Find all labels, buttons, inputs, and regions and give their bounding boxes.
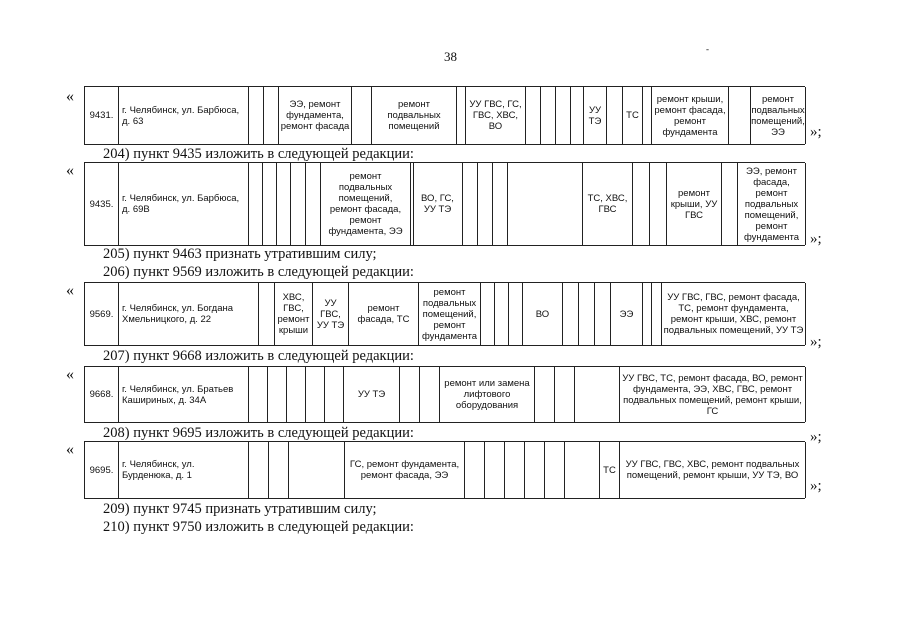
table-9695 bbox=[84, 441, 805, 499]
cell-5: УУ ТЭ bbox=[344, 367, 400, 422]
cell-15: УУ ГВС, ГВС, ремонт фасада, ТС, ремонт фундамента, ремонт крыши, ХВС, ремонт подвальных помещений, УУ ТЭ bbox=[662, 283, 806, 345]
table-9569 bbox=[84, 282, 805, 346]
paragraph-207: 207) пункт 9668 изложить в следующей редакции: bbox=[103, 348, 414, 364]
cell-5 bbox=[457, 87, 466, 144]
cell-6 bbox=[495, 283, 509, 345]
cell-6 bbox=[505, 442, 525, 498]
table-9431 bbox=[84, 86, 805, 145]
cell-0 bbox=[259, 283, 275, 345]
cell-13: ТС bbox=[623, 87, 643, 144]
page-number: 38 bbox=[444, 49, 457, 64]
cell-6 bbox=[400, 367, 420, 422]
cell-11 bbox=[508, 163, 583, 245]
cell-2 bbox=[287, 367, 306, 422]
cell-10: ТС bbox=[600, 442, 620, 498]
cell-2 bbox=[277, 163, 291, 245]
cell-8: ВО bbox=[523, 283, 563, 345]
cell-7 bbox=[525, 442, 545, 498]
corner-mark: - bbox=[706, 44, 709, 54]
cell-4 bbox=[306, 163, 321, 245]
cell-14 bbox=[643, 87, 652, 144]
cell-2 bbox=[289, 442, 345, 498]
cell-2: УУ ГВС, УУ ТЭ bbox=[313, 283, 349, 345]
cell-9 bbox=[478, 163, 493, 245]
cell-12: ТС, ХВС, ГВС bbox=[583, 163, 633, 245]
table-9435 bbox=[84, 162, 805, 246]
cell-5 bbox=[481, 283, 495, 345]
cell-6: УУ ГВС, ГС, ГВС, ХВС, ВО bbox=[466, 87, 526, 144]
paragraph-210: 210) пункт 9750 изложить в следующей редакции: bbox=[103, 519, 414, 535]
cell-0 bbox=[249, 87, 264, 144]
close-quote-5: »; bbox=[810, 478, 822, 494]
cell-14 bbox=[650, 163, 667, 245]
cell-4 bbox=[325, 367, 344, 422]
open-quote-3: « bbox=[66, 282, 74, 299]
open-quote-2: « bbox=[66, 162, 74, 179]
cell-3: ремонт фасада, ТС bbox=[349, 283, 419, 345]
cell-4 bbox=[465, 442, 485, 498]
close-quote-4: »; bbox=[810, 429, 822, 445]
cell-2: ЭЭ, ремонт фундамента, ремонт фасада bbox=[279, 87, 352, 144]
cell-10 bbox=[555, 367, 575, 422]
cell-12 bbox=[607, 87, 623, 144]
row-address: г. Челябинск, ул. Богдана Хмельницкого, д. 22 bbox=[119, 283, 259, 345]
cell-9 bbox=[563, 283, 579, 345]
cell-8 bbox=[545, 442, 565, 498]
row-number: 9431. bbox=[85, 87, 119, 144]
paragraph-206: 206) пункт 9569 изложить в следующей редакции: bbox=[103, 264, 414, 280]
paragraph-205: 205) пункт 9463 признать утратившим силу; bbox=[103, 246, 377, 262]
cell-13 bbox=[643, 283, 652, 345]
cell-0 bbox=[249, 442, 269, 498]
cell-11: УУ ГВС, ГВС, ХВС, ремонт подвальных помещений, ремонт крыши, УУ ТЭ, ВО bbox=[620, 442, 806, 498]
paragraph-209: 209) пункт 9745 признать утратившим силу; bbox=[103, 501, 377, 517]
row-address: г. Челябинск, ул. Братьев Кашириных, д. 34А bbox=[119, 367, 249, 422]
cell-16 bbox=[729, 87, 751, 144]
cell-7 bbox=[526, 87, 541, 144]
close-quote-3: »; bbox=[810, 334, 822, 350]
cell-14 bbox=[652, 283, 662, 345]
cell-9 bbox=[556, 87, 571, 144]
row-address: г. Челябинск, ул. Бурденюка, д. 1 bbox=[119, 442, 249, 498]
cell-11 bbox=[575, 367, 620, 422]
paragraph-204: 204) пункт 9435 изложить в следующей редакции: bbox=[103, 146, 414, 162]
cell-1 bbox=[263, 163, 277, 245]
cell-1 bbox=[264, 87, 279, 144]
cell-13 bbox=[633, 163, 650, 245]
cell-3: ГС, ремонт фундамента, ремонт фасада, ЭЭ bbox=[345, 442, 465, 498]
cell-3 bbox=[291, 163, 306, 245]
cell-1 bbox=[269, 442, 289, 498]
cell-11 bbox=[595, 283, 611, 345]
cell-5: ремонт подвальных помещений, ремонт фасада, ремонт фундамента, ЭЭ bbox=[321, 163, 411, 245]
open-quote-5: « bbox=[66, 441, 74, 458]
cell-1 bbox=[268, 367, 287, 422]
cell-7 bbox=[509, 283, 523, 345]
cell-10 bbox=[493, 163, 508, 245]
row-number: 9435. bbox=[85, 163, 119, 245]
cell-8 bbox=[541, 87, 556, 144]
cell-3 bbox=[352, 87, 372, 144]
cell-8 bbox=[463, 163, 478, 245]
cell-8: ремонт или замена лифтового оборудования bbox=[440, 367, 535, 422]
cell-17: ЭЭ, ремонт фасада, ремонт подвальных помещений, ремонт фундамента bbox=[738, 163, 806, 245]
row-address: г. Челябинск, ул. Барбюса, д. 63 bbox=[119, 87, 249, 144]
cell-7: ВО, ГС, УУ ТЭ bbox=[413, 163, 463, 245]
paragraph-208: 208) пункт 9695 изложить в следующей редакции: bbox=[103, 425, 414, 441]
cell-16 bbox=[722, 163, 738, 245]
cell-15: ремонт крыши, ремонт фасада, ремонт фундамента bbox=[652, 87, 729, 144]
cell-3 bbox=[306, 367, 325, 422]
cell-4: ремонт подвальных помещений bbox=[372, 87, 457, 144]
row-number: 9668. bbox=[85, 367, 119, 422]
cell-0 bbox=[249, 367, 268, 422]
cell-5 bbox=[485, 442, 505, 498]
cell-9 bbox=[535, 367, 555, 422]
row-address: г. Челябинск, ул. Барбюса, д. 69В bbox=[119, 163, 249, 245]
row-number: 9695. bbox=[85, 442, 119, 498]
table-9668 bbox=[84, 366, 805, 423]
cell-10 bbox=[571, 87, 584, 144]
row-number: 9569. bbox=[85, 283, 119, 345]
cell-12: ЭЭ bbox=[611, 283, 643, 345]
cell-1: ХВС, ГВС, ремонт крыши bbox=[275, 283, 313, 345]
open-quote-1: « bbox=[66, 88, 74, 105]
close-quote-1: »; bbox=[810, 124, 822, 140]
cell-0 bbox=[249, 163, 263, 245]
close-quote-2: »; bbox=[810, 231, 822, 247]
cell-17: ремонт подвальных помещений, ЭЭ bbox=[751, 87, 806, 144]
cell-11: УУ ТЭ bbox=[584, 87, 607, 144]
cell-9 bbox=[565, 442, 600, 498]
open-quote-4: « bbox=[66, 366, 74, 383]
cell-4: ремонт подвальных помещений, ремонт фундамента bbox=[419, 283, 481, 345]
cell-7 bbox=[420, 367, 440, 422]
cell-10 bbox=[579, 283, 595, 345]
cell-15: ремонт крыши, УУ ГВС bbox=[667, 163, 722, 245]
cell-12: УУ ГВС, ТС, ремонт фасада, ВО, ремонт фундамента, ЭЭ, ХВС, ГВС, ремонт подвальных помещений, ремонт крыши, ГС bbox=[620, 367, 806, 422]
